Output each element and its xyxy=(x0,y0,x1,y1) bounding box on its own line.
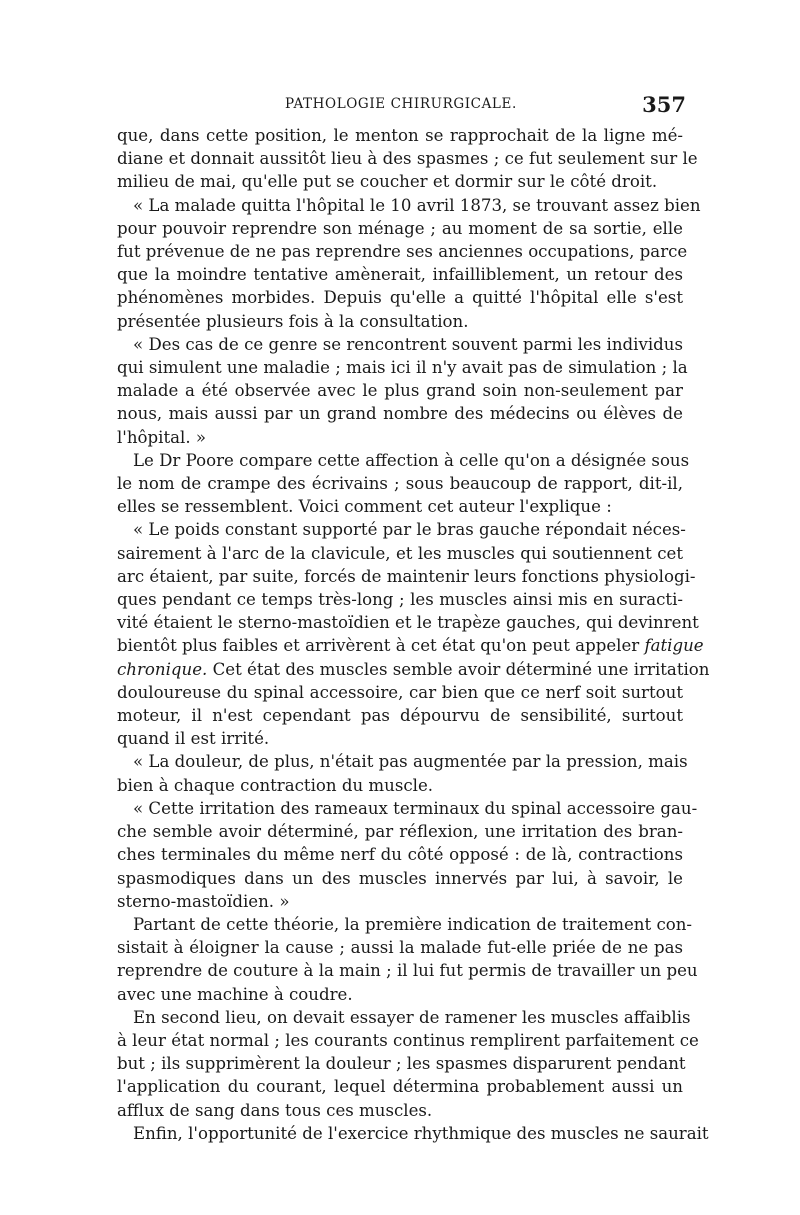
text-line xyxy=(117,426,683,449)
text-line-content: sairement à l'arc de la clavicule, et les muscles qui soutiennent cet xyxy=(117,543,683,563)
text-line-content: phénomènes morbides. Depuis qu'elle a quitté l'hôpital elle s'est xyxy=(117,288,683,308)
text-line xyxy=(117,1006,691,1029)
running-head xyxy=(117,92,686,118)
text-line xyxy=(117,379,683,402)
text-line-content: pour pouvoir reprendre son ménage ; au moment de sa sortie, elle xyxy=(117,218,683,238)
text-line xyxy=(117,681,683,704)
text-line xyxy=(117,542,683,565)
text-line xyxy=(117,1029,699,1052)
text-line xyxy=(117,124,683,147)
text-line-content: que, dans cette position, le menton se rapprochait de la ligne mé- xyxy=(117,126,683,145)
text-line xyxy=(117,611,699,634)
text-line-content: reprendre de couture à la main ; il lui fut permis de travailler un peu xyxy=(117,961,698,981)
text-line-content: qui simulent une maladie ; mais ici il n'y avait pas de simulation ; la xyxy=(117,358,688,378)
text-line-content: Partant de cette théorie, la première indication de traitement con- xyxy=(133,914,693,934)
running-title: PATHOLOGIE CHIRURGICALE. xyxy=(285,96,517,112)
text-line xyxy=(117,983,683,1006)
text-line xyxy=(117,495,683,518)
text-line-content: elles se ressemblent. Voici comment cet auteur l'explique : xyxy=(117,497,612,517)
text-line xyxy=(117,750,688,773)
text-line-content: afflux de sang dans tous ces muscles. xyxy=(117,1100,433,1120)
italic-term: chronique. xyxy=(117,659,208,679)
text-line-content: che semble avoir déterminé, par réflexion, une irritation des bran- xyxy=(117,822,683,842)
text-line-content: diane et donnait aussitôt lieu à des spasmes ; ce fut seulement sur le xyxy=(117,149,698,169)
text-line xyxy=(117,333,683,356)
text-line xyxy=(117,147,698,170)
text-line-content: avec une machine à coudre. xyxy=(117,984,353,1004)
text-line-content: le nom de crampe des écrivains ; sous beaucoup de rapport, dit-il, xyxy=(117,474,683,494)
book-page xyxy=(117,92,710,1143)
text-line xyxy=(117,1075,683,1098)
body-text xyxy=(117,124,710,1145)
text-line-content: bien à chaque contraction du muscle. xyxy=(117,775,434,795)
text-line xyxy=(117,194,701,217)
text-line xyxy=(117,402,683,425)
text-line xyxy=(117,727,683,750)
text-line-content: milieu de mai, qu'elle put se coucher et dormir sur le côté droit. xyxy=(117,172,658,192)
text-line xyxy=(117,518,686,541)
text-line xyxy=(117,1099,683,1122)
text-line-content: sistait à éloigner la cause ; aussi la malade fut-elle priée de ne pas xyxy=(117,938,683,958)
text-line-content: douloureuse du spinal accessoire, car bien que ce nerf soit surtout xyxy=(117,682,683,702)
text-line xyxy=(117,565,696,588)
page-number: 357 xyxy=(642,92,686,117)
text-line xyxy=(117,310,683,333)
text-line xyxy=(117,797,698,820)
text-line xyxy=(117,704,683,727)
text-line xyxy=(117,913,693,936)
text-line xyxy=(117,867,683,890)
text-line xyxy=(117,843,683,866)
italic-term: fatigue xyxy=(644,636,704,656)
text-line-content: malade a été observée avec le plus grand soin non-seulement par xyxy=(117,381,683,401)
text-line-content: ches terminales du même nerf du côté opposé : de là, contractions xyxy=(117,845,683,865)
text-line-content: Enfin, l'opportunité de l'exercice rhythmique des muscles ne saurait xyxy=(133,1123,709,1143)
text-line xyxy=(117,634,704,657)
text-line-content: but ; ils supprimèrent la douleur ; les spasmes disparurent pendant xyxy=(117,1054,686,1074)
text-line xyxy=(117,356,688,379)
text-line-content: Le Dr Poore compare cette affection à celle qu'on a désignée sous xyxy=(133,450,690,470)
text-line xyxy=(117,820,683,843)
text-line-content: bientôt plus faibles et arrivèrent à cet état qu'on peut appeler xyxy=(117,636,640,656)
text-line xyxy=(117,286,683,309)
text-line-content: « La douleur, de plus, n'était pas augmentée par la pression, mais xyxy=(133,752,688,772)
text-line xyxy=(117,774,683,797)
text-line-content: moteur, il n'est cependant pas dépourvu de sensibilité, surtout xyxy=(117,706,683,726)
text-line-content: « La malade quitta l'hôpital le 10 avril 1873, se trouvant assez bien xyxy=(133,195,701,215)
text-line xyxy=(117,170,683,193)
text-line xyxy=(117,217,683,240)
text-line-continuation: Cet état des muscles semble avoir déterminé une irritation xyxy=(207,659,710,679)
text-line-content: spasmodiques dans un des muscles innervés par lui, à savoir, le xyxy=(117,868,683,888)
text-line xyxy=(117,890,683,913)
text-line xyxy=(117,959,698,982)
text-line xyxy=(117,240,688,263)
text-line-content: fut prévenue de ne pas reprendre ses anciennes occupations, parce xyxy=(117,242,688,262)
text-line-content: arc étaient, par suite, forcés de maintenir leurs fonctions physiologi- xyxy=(117,566,696,586)
text-line xyxy=(117,658,710,681)
text-line-content: « Le poids constant supporté par le bras gauche répondait néces- xyxy=(133,520,686,540)
text-line-content: « Des cas de ce genre se rencontrent souvent parmi les individus xyxy=(133,334,683,354)
text-line-content: ques pendant ce temps très-long ; les muscles ainsi mis en suracti- xyxy=(117,590,683,610)
text-line xyxy=(117,472,683,495)
text-line xyxy=(117,1052,686,1075)
text-line-content: présentée plusieurs fois à la consultation. xyxy=(117,311,469,331)
text-line xyxy=(117,1122,709,1145)
text-line xyxy=(117,936,683,959)
text-line-content: En second lieu, on devait essayer de ramener les muscles affaiblis xyxy=(133,1007,691,1027)
text-line-content: sterno-mastoïdien. » xyxy=(117,891,290,911)
text-line-content: « Cette irritation des rameaux terminaux du spinal accessoire gau- xyxy=(133,798,698,818)
text-line-content: l'application du courant, lequel détermina probablement aussi un xyxy=(117,1077,683,1097)
text-line-content: l'hôpital. » xyxy=(117,427,207,447)
text-line xyxy=(117,449,690,472)
text-line xyxy=(117,263,683,286)
text-line-content: quand il est irrité. xyxy=(117,729,270,749)
text-line-content: que la moindre tentative amènerait, infailliblement, un retour des xyxy=(117,265,683,285)
text-line-content: nous, mais aussi par un grand nombre des médecins ou élèves de xyxy=(117,404,683,424)
text-line xyxy=(117,588,683,611)
text-line-content: vité étaient le sterno-mastoïdien et le trapèze gauches, qui devinrent xyxy=(117,613,699,633)
text-line-content: à leur état normal ; les courants continus remplirent parfaitement ce xyxy=(117,1030,699,1050)
